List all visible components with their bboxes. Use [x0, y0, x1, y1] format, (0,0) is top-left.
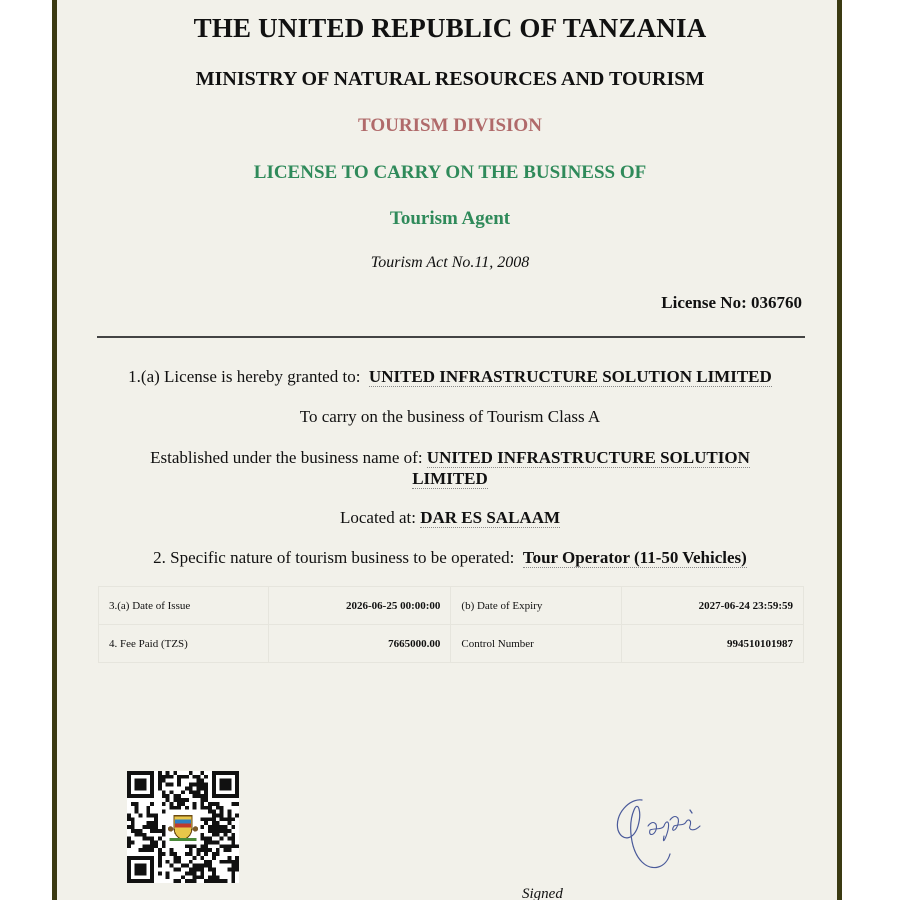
business-name-prefix: Established under the business name of: — [150, 448, 423, 467]
qr-code-icon — [127, 771, 239, 883]
location-prefix: Located at: — [339, 508, 416, 527]
licensee-name: UNITED INFRASTRUCTURE SOLUTION LIMITED — [368, 367, 772, 386]
nature-prefix: 2. Specific nature of tourism business to be operated: — [153, 548, 515, 567]
location-value: DAR ES SALAAM — [420, 508, 561, 527]
fee-value: 7665000.00 — [269, 625, 451, 663]
table-row — [99, 587, 804, 625]
business-name-line — [0, 447, 900, 489]
signed-label: Signed — [522, 886, 563, 900]
ministry-title: MINISTRY OF NATURAL RESOURCES AND TOURISM — [195, 68, 705, 90]
issue-date-label: 3.(a) Date of Issue — [99, 587, 269, 625]
coat-of-arms-icon — [168, 812, 199, 843]
license-type: Tourism Agent — [389, 208, 511, 229]
act-reference: Tourism Act No.11, 2008 — [370, 254, 530, 271]
nature-value: Tour Operator (11-50 Vehicles) — [522, 548, 747, 567]
license-title: LICENSE TO CARRY ON THE BUSINESS OF — [253, 162, 647, 183]
control-number-label: Control Number — [451, 625, 621, 663]
license-details-table — [98, 586, 804, 663]
business-nature-line — [0, 548, 900, 568]
issue-date-value: 2026-06-25 00:00:00 — [269, 587, 451, 625]
header-divider — [97, 336, 805, 338]
fee-label: 4. Fee Paid (TZS) — [99, 625, 269, 663]
location-line — [0, 508, 900, 528]
expiry-date-value: 2027-06-24 23:59:59 — [621, 587, 803, 625]
business-class-line: To carry on the business of Tourism Class A — [299, 407, 601, 426]
signature-icon — [608, 780, 712, 884]
expiry-date-label: (b) Date of Expiry — [451, 587, 621, 625]
table-row — [99, 625, 804, 663]
division-title: TOURISM DIVISION — [358, 115, 542, 136]
license-number: License No: 036760 — [661, 293, 802, 312]
republic-title: THE UNITED REPUBLIC OF TANZANIA — [193, 13, 707, 43]
granted-prefix: 1.(a) License is hereby granted to: — [128, 367, 361, 386]
control-number-value: 994510101987 — [621, 625, 803, 663]
business-name: UNITED INFRASTRUCTURE SOLUTION LIMITED — [412, 448, 750, 488]
granted-line — [0, 367, 900, 387]
